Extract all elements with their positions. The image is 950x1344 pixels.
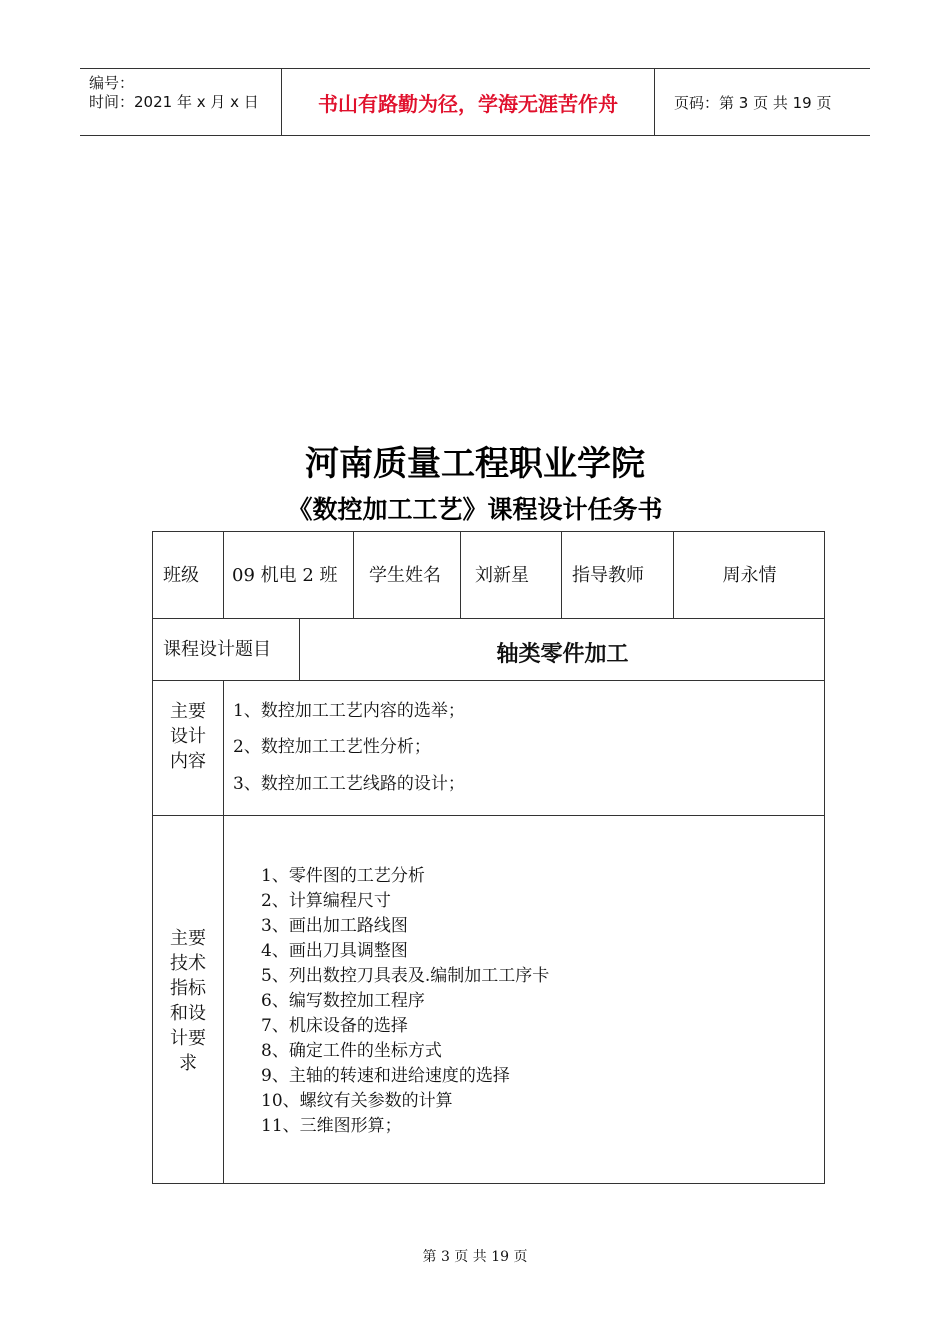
student-label: 学生姓名	[369, 565, 441, 586]
requirements-label-line: 求	[179, 1053, 197, 1074]
requirement-item: 3、画出加工路线图	[261, 916, 408, 936]
teacher-label: 指导教师	[572, 565, 644, 586]
content-label	[153, 699, 223, 774]
requirement-item: 11、三维图形算；	[261, 1116, 402, 1136]
content-label-line: 内容	[170, 751, 206, 772]
requirement-item: 4、画出刀具调整图	[261, 941, 408, 961]
page-info-text: 页码：第 3 页 共 19 页	[674, 93, 832, 112]
time-label: 时间：2021 年 x 月 x 日	[89, 93, 259, 111]
requirement-item: 8、确定工件的坐标方式	[261, 1041, 442, 1061]
requirements-list	[261, 864, 549, 1139]
topic-label: 课程设计题目	[163, 639, 271, 660]
requirement-item: 6、编写数控加工程序	[261, 991, 425, 1011]
page-header	[80, 68, 870, 136]
teacher-value: 周永情	[722, 565, 777, 586]
content-item: 2、数控加工工艺性分析；	[233, 737, 431, 757]
requirement-item: 7、机床设备的选择	[261, 1016, 408, 1036]
requirements-label-line: 技术	[170, 953, 206, 974]
topic-value: 轴类零件加工	[496, 642, 629, 667]
page-info	[665, 69, 870, 135]
content-item: 1、数控加工工艺内容的选举；	[233, 701, 465, 721]
header-meta	[80, 69, 282, 135]
requirements-label-line: 主要	[170, 928, 206, 949]
number-label: 编号：	[89, 74, 135, 92]
task-table	[152, 531, 825, 1184]
requirement-item: 2、计算编程尺寸	[261, 891, 391, 911]
class-label: 班级	[163, 565, 199, 586]
content-label-line: 设计	[170, 726, 206, 747]
requirements-label-line: 计要	[170, 1028, 206, 1049]
school-title: 河南质量工程职业学院	[305, 444, 645, 484]
requirement-item: 10、螺纹有关参数的计算	[261, 1091, 453, 1111]
content-item: 3、数控加工工艺线路的设计；	[233, 774, 465, 794]
document-title: 《数控加工工艺》课程设计任务书	[287, 495, 663, 524]
content-label-line: 主要	[170, 701, 206, 722]
page-footer: 第 3 页 共 19 页	[422, 1249, 528, 1265]
requirement-item: 5、列出数控刀具表及.编制加工工序卡	[261, 966, 550, 986]
motto: 书山有路勤为径，学海无涯苦作舟	[282, 69, 655, 135]
requirements-label-line: 指标	[170, 978, 206, 999]
student-value: 刘新星	[475, 565, 529, 586]
requirement-item: 9、主轴的转速和进给速度的选择	[261, 1066, 510, 1086]
requirements-label	[153, 926, 223, 1076]
requirements-label-line: 和设	[170, 1003, 206, 1024]
class-value: 09 机电 2 班	[232, 565, 338, 586]
requirement-item: 1、零件图的工艺分析	[261, 866, 425, 886]
